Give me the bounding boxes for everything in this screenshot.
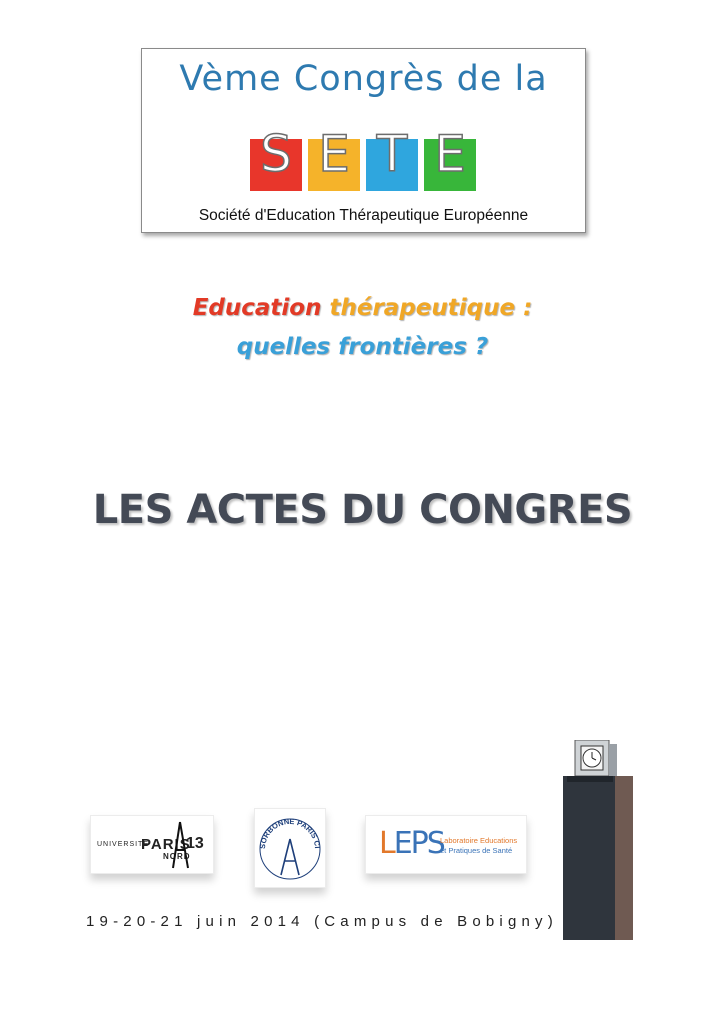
- paris13-eiffel-icon: [169, 820, 191, 870]
- paris13-logo: [90, 815, 214, 874]
- sete-block-e1: [308, 125, 360, 191]
- paris13-number: 13: [186, 835, 204, 852]
- leps-mark-l: L: [379, 826, 394, 861]
- sorbonne-paris-cite-logo: [254, 808, 326, 888]
- leps-logo: [365, 815, 527, 874]
- sete-letter-e1: E: [318, 125, 350, 183]
- date-location: 19-20-21 juin 2014 (Campus de Bobigny): [86, 913, 558, 930]
- sete-block-e2: [424, 125, 476, 191]
- theme-line-1: [0, 295, 725, 321]
- sete-letter-s: S: [260, 125, 292, 183]
- sete-letter-e2: E: [434, 125, 466, 183]
- leps-line-2: et Pratiques de Santé: [440, 846, 513, 855]
- sete-logo: [250, 119, 480, 199]
- sete-block-t: [366, 125, 418, 191]
- congress-header-box: [141, 48, 586, 233]
- paris13-paris-text: PARIS: [141, 836, 191, 853]
- sorbonne-text: SORBONNE PARIS CI: [257, 816, 323, 850]
- sete-block-s: [250, 125, 302, 191]
- main-title: LES ACTES DU CONGRES: [92, 487, 633, 533]
- leps-mark: [379, 826, 444, 861]
- paris13-univ-text: UNIVERSITÉ: [97, 841, 150, 848]
- paris13-nord-text: NORD: [163, 852, 191, 861]
- theme-word-therapeutique: thérapeutique :: [329, 295, 533, 321]
- clock-tower-image: [563, 740, 643, 940]
- society-name: Société d'Education Thérapeutique Européenne: [198, 207, 529, 224]
- congress-title: Vème Congrès de la: [179, 59, 548, 99]
- sorbonne-seal-icon: [255, 809, 325, 887]
- sete-letter-t: T: [376, 125, 408, 183]
- leps-line-1: Laboratoire Educations: [440, 836, 518, 845]
- leps-mark-eps: EPS: [393, 826, 444, 861]
- theme-line-2: quelles frontières ?: [236, 334, 489, 360]
- theme-word-education: Education: [192, 295, 322, 321]
